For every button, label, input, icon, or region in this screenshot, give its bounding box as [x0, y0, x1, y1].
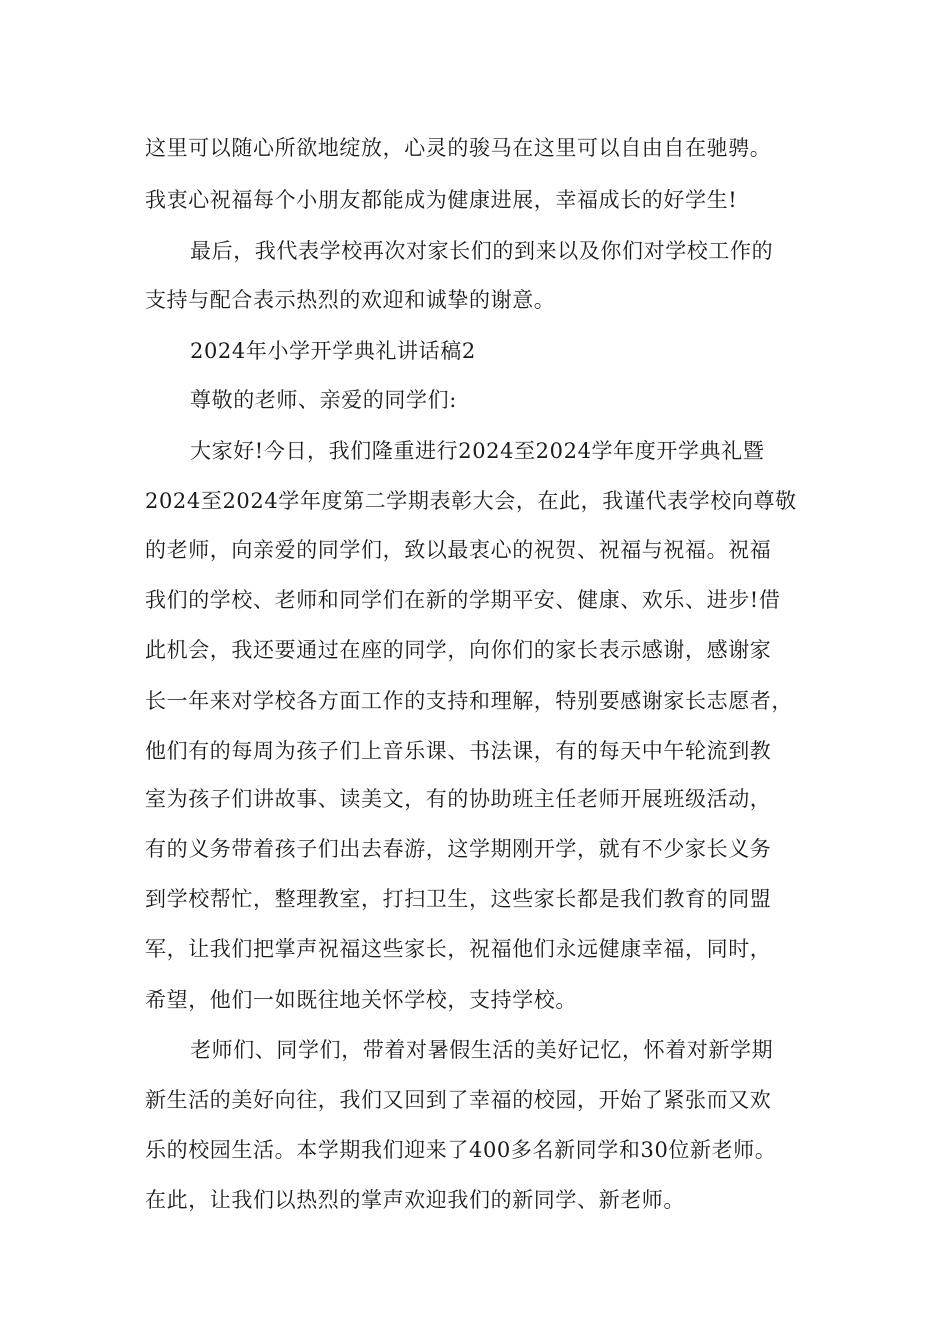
section-heading: 2024年小学开学典礼讲话稿2: [190, 339, 476, 363]
text-line: 最后，我代表学校再次对家长们的到来以及你们对学校工作的: [190, 239, 774, 263]
text-line: 我衷心祝福每个小朋友都能成为健康进展，幸福成长的好学生!: [145, 188, 738, 212]
text-line: 在此，让我们以热烈的掌声欢迎我们的新同学、新老师。: [145, 1188, 685, 1212]
text-line: 2024至2024学年度第二学期表彰大会，在此，我谨代表学校向尊敬: [145, 489, 797, 513]
text-line: 的老师，向亲爱的同学们，致以最衷心的祝贺、祝福与祝福。祝福: [145, 538, 772, 562]
text-line: 室为孩子们讲故事、读美文，有的协助班主任老师开展班级活动，: [145, 787, 772, 811]
text-line: 支持与配合表示热烈的欢迎和诚挚的谢意。: [145, 288, 556, 312]
text-line: 老师们、同学们，带着对暑假生活的美好记忆，怀着对新学期: [190, 1038, 774, 1062]
text-line: 此机会，我还要通过在座的同学，向你们的家长表示感谢，感谢家: [145, 638, 772, 662]
text-line: 这里可以随心所欲地绽放，心灵的骏马在这里可以自由自在驰骋。: [145, 136, 772, 160]
text-line: 乐的校园生活。本学期我们迎来了400多名新同学和30位新老师。: [145, 1138, 777, 1162]
text-line: 到学校帮忙，整理教室，打扫卫生，这些家长都是我们教育的同盟: [145, 887, 772, 911]
salutation: 尊敬的老师、亲爱的同学们:: [190, 388, 457, 412]
text-line: 有的义务带着孩子们出去春游，这学期刚开学，就有不少家长义务: [145, 837, 772, 861]
text-line: 军，让我们把掌声祝福这些家长，祝福他们永远健康幸福，同时，: [145, 937, 772, 961]
text-line: 我们的学校、老师和同学们在新的学期平安、健康、欢乐、进步!借: [145, 588, 781, 612]
text-line: 大家好!今日，我们隆重进行2024至2024学年度开学典礼暨: [190, 439, 765, 463]
text-line: 新生活的美好向往，我们又回到了幸福的校园，开始了紧张而又欢: [145, 1088, 772, 1112]
text-line: 长一年来对学校各方面工作的支持和理解，特别要感谢家长志愿者，: [145, 689, 793, 713]
text-line: 他们有的每周为孩子们上音乐课、书法课，有的每天中午轮流到教: [145, 739, 772, 763]
text-line: 希望，他们一如既往地关怀学校，支持学校。: [145, 988, 577, 1012]
